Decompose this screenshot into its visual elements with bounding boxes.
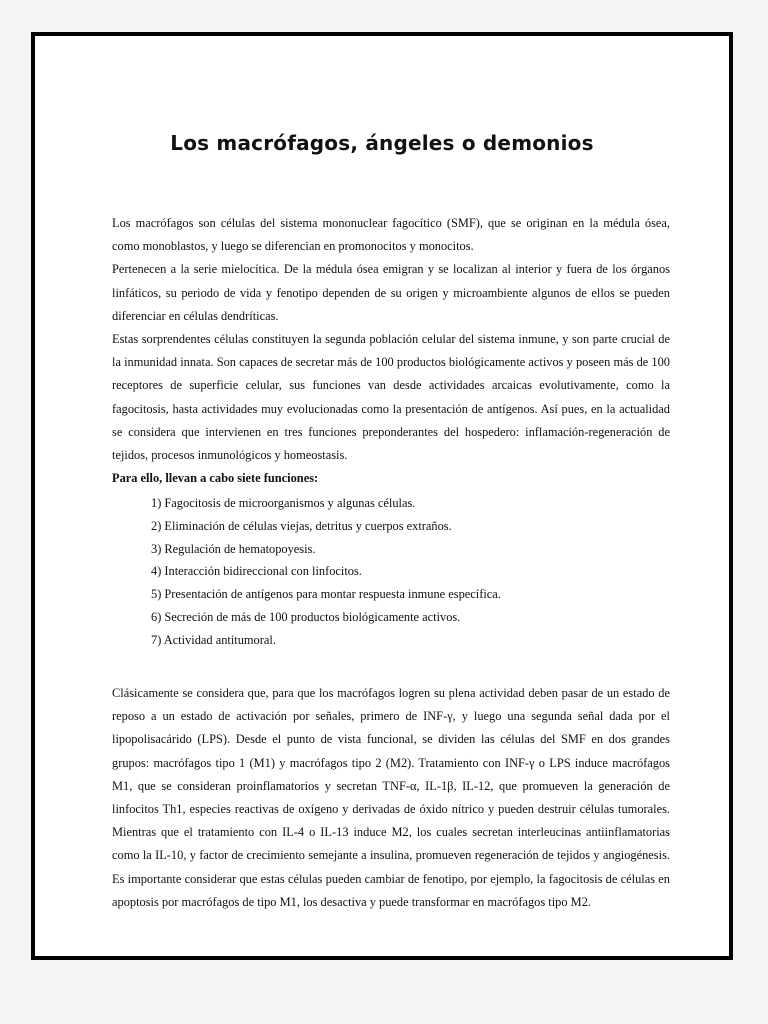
functions-list xyxy=(151,492,501,652)
list-item: 3) Regulación de hematopoyesis. xyxy=(151,541,316,556)
paragraph-functions-overview: Estas sorprendentes células constituyen la segunda población celular del sistema inmune, y son parte crucial de la inmunidad innata. Son capaces de secretar más de 100 productos biológicamente activos y poseen más de 100 receptores de superficie celular, sus funciones van desde actividades arcaicas evolutivamente, como la fagocitosis, hasta actividades muy evolucionadas como la presentación de antígenos. Así pues, en la actualidad se considera que intervienen en tres funciones preponderantes del hospedero: inflamación-regeneración de tejidos, procesos inmunológicos y homeostasis. xyxy=(112,332,670,463)
paragraph-activation: Clásicamente se considera que, para que los macrófagos logren su plena actividad deben pasar de un estado de reposo a un estado de activación por señales, primero de INF-γ, y luego una segunda señal dada por el lipopolisacárido (LPS). Desde el punto de vista funcional, se dividen las células del SMF en dos grandes grupos: macrófagos tipo 1 (M1) y macrófagos tipo 2 (M2). Tratamiento con INF-γ o LPS induce macrófagos M1, que se consideran proinflamatorios y secretan TNF-α, IL-1β, IL-12, que promueven la generación de linfocitos Th1, especies reactivas de oxígeno y derivadas de óxido nítrico y pueden destruir células tumorales. Mientras que el tratamiento con IL-4 o IL-13 induce M2, los cuales secretan interleucinas antiinflamatorias como la IL-10, y factor de crecimiento semejante a insulina, promueven regeneración de tejidos y angiogénesis. Es importante considerar que estas células pueden cambiar de fenotipo, por ejemplo, la fagocitosis de células en apoptosis por macrófagos de tipo M1, los desactiva y puede transformar en macrófagos tipo M2. xyxy=(112,686,670,909)
list-item: 4) Interacción bidireccional con linfocitos. xyxy=(151,564,362,579)
intro-text-block xyxy=(112,212,670,490)
activation-text-block xyxy=(112,682,670,914)
list-item: 2) Eliminación de células viejas, detritus y cuerpos extraños. xyxy=(151,518,452,533)
document-page xyxy=(31,32,733,960)
page-title: Los macrófagos, ángeles o demonios xyxy=(170,131,594,155)
list-item: 7) Actividad antitumoral. xyxy=(151,632,276,647)
paragraph-lineage: Pertenecen a la serie mielocítica. De la médula ósea emigran y se localizan al interior y fuera de los órganos linfáticos, su periodo de vida y fenotipo dependen de su origen y microambiente algunos de ellos se pueden diferenciar en células dendríticas. xyxy=(112,262,670,323)
paragraph-origin: Los macrófagos son células del sistema mononuclear fagocítico (SMF), que se originan en la médula ósea, como monoblastos, y luego se diferencian en promonocitos y monocitos. xyxy=(112,216,670,254)
functions-heading: Para ello, llevan a cabo siete funciones: xyxy=(112,471,319,486)
list-item: 5) Presentación de antígenos para montar respuesta inmune específica. xyxy=(151,587,501,602)
list-item: 6) Secreción de más de 100 productos biológicamente activos. xyxy=(151,609,461,624)
list-item: 1) Fagocitosis de microorganismos y algunas células. xyxy=(151,496,416,510)
